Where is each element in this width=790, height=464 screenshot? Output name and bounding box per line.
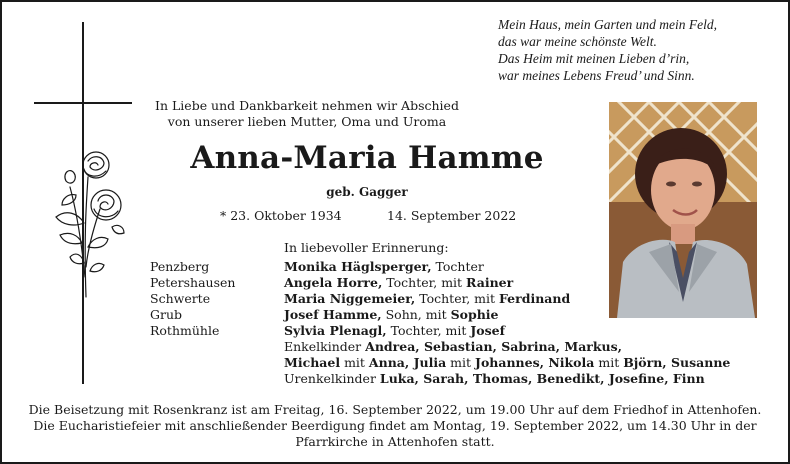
mourner-partner: Sophie xyxy=(450,307,499,322)
grandchild-name: Michael xyxy=(284,355,341,370)
poem-line: das war meine schönste Welt. xyxy=(498,34,657,49)
grandchildren-prefix: Enkelkinder xyxy=(284,339,366,354)
grandchild-name: Johannes, Nikola xyxy=(475,355,595,370)
mourner-name: Monika Häglsperger, xyxy=(284,259,432,274)
grandchild-name: Anna, Julia xyxy=(368,355,447,370)
grandchildren-names: Andrea, Sebastian, Sabrina, Markus, xyxy=(365,339,623,354)
mourner-place: Penzberg xyxy=(150,259,210,274)
funeral-details xyxy=(14,402,776,450)
maiden-name: geb. Gagger xyxy=(326,185,408,199)
mourner-place: Grub xyxy=(150,307,183,322)
great-grandchildren-prefix: Urenkelkinder xyxy=(284,371,380,386)
mourner-relation: Tochter xyxy=(431,259,484,274)
mourner-relation: Sohn, mit xyxy=(381,307,451,322)
footer-line: Pfarrkirche in Attenhofen statt. xyxy=(295,434,495,449)
cross-bar xyxy=(34,102,132,104)
mourner-relation: Tochter, mit xyxy=(415,291,499,306)
intro-line: In Liebe und Dankbarkeit nehmen wir Abschied xyxy=(155,98,459,113)
birth-date: * 23. Oktober 1934 xyxy=(220,208,342,223)
mourner-partner: Rainer xyxy=(466,275,514,290)
intro-line: von unserer lieben Mutter, Oma und Uroma xyxy=(167,114,447,129)
mourner-place: Petershausen xyxy=(150,275,236,290)
connector-text: mit xyxy=(340,355,369,370)
mourner-name: Sylvia Plenagl, xyxy=(284,323,387,338)
mourner-name: Josef Hamme, xyxy=(284,307,382,322)
portrait-photo xyxy=(609,102,757,318)
death-date: 14. September 2022 xyxy=(387,208,517,223)
connector-text: mit xyxy=(446,355,476,370)
footer-line: Die Eucharistiefeier mit anschließender Beerdigung findet am Montag, 19. September 2022, um 14.30 Uhr in der xyxy=(33,418,757,433)
intro-text xyxy=(122,98,492,130)
mourner-relation: Tochter, mit xyxy=(386,323,471,338)
mourner-name: Angela Horre, xyxy=(284,275,383,290)
poem-line: Das Heim mit meinen Lieben d’rin, xyxy=(498,51,690,66)
poem xyxy=(498,16,778,84)
mourner-relation: Tochter, mit xyxy=(382,275,467,290)
mourner-partner: Josef xyxy=(470,323,505,338)
poem-line: war meines Lebens Freud’ und Sinn. xyxy=(498,68,695,83)
memory-heading: In liebevoller Erinnerung: xyxy=(284,240,449,255)
mourner-name: Maria Niggemeier, xyxy=(284,291,416,306)
connector-text: mit xyxy=(594,355,624,370)
mourner-place: Rothmühle xyxy=(150,323,220,338)
footer-line: Die Beisetzung mit Rosenkranz ist am Freitag, 16. September 2022, um 19.00 Uhr auf dem Friedhof in Attenhofen. xyxy=(28,402,762,417)
mourner-place: Schwerte xyxy=(150,291,211,306)
mourner-partner: Ferdinand xyxy=(498,291,571,306)
roses-icon xyxy=(48,147,130,302)
deceased-name: Anna-Maria Hamme xyxy=(190,140,544,176)
grandchild-name: Björn, Susanne xyxy=(623,355,731,370)
great-grandchildren-names: Luka, Sarah, Thomas, Benedikt, Josefine, Finn xyxy=(379,371,705,386)
poem-line: Mein Haus, mein Garten und mein Feld, xyxy=(498,17,717,32)
